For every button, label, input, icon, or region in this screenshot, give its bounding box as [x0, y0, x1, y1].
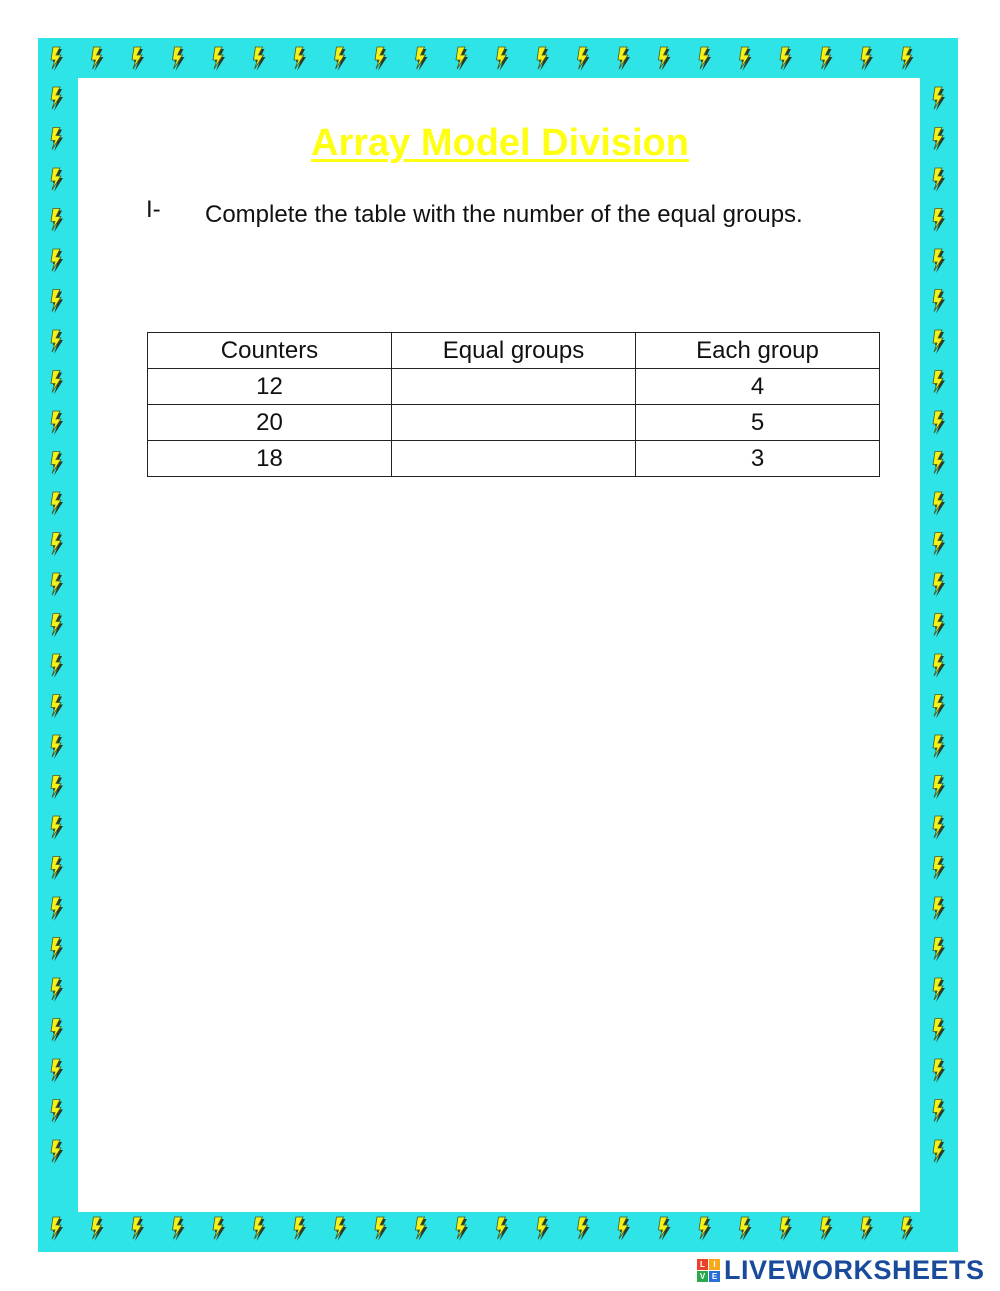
logo-mark-icon: L I V E: [697, 1259, 720, 1282]
each-group-cell: 3: [636, 441, 880, 477]
groups-table: [147, 332, 880, 477]
equal-groups-answer-cell[interactable]: [392, 441, 636, 477]
equal-groups-answer-cell[interactable]: [392, 405, 636, 441]
counters-cell: 18: [148, 441, 392, 477]
header-counters: Counters: [148, 333, 392, 369]
each-group-cell: 5: [636, 405, 880, 441]
liveworksheets-logo: [697, 1255, 985, 1285]
page-inner: [78, 78, 920, 1212]
question-number: I-: [146, 196, 161, 223]
logo-text: LIVEWORKSHEETS: [724, 1254, 985, 1285]
counters-cell: 20: [148, 405, 392, 441]
table-header-row: [148, 333, 880, 369]
equal-groups-answer-cell[interactable]: [392, 369, 636, 405]
table-row: [148, 369, 880, 405]
table-row: [148, 441, 880, 477]
header-equal-groups: Equal groups: [392, 333, 636, 369]
worksheet-title: Array Model Division: [311, 122, 689, 164]
table-row: [148, 405, 880, 441]
counters-cell: 12: [148, 369, 392, 405]
header-each-group: Each group: [636, 333, 880, 369]
each-group-cell: 4: [636, 369, 880, 405]
question-text: Complete the table with the number of the equal groups.: [205, 201, 803, 228]
